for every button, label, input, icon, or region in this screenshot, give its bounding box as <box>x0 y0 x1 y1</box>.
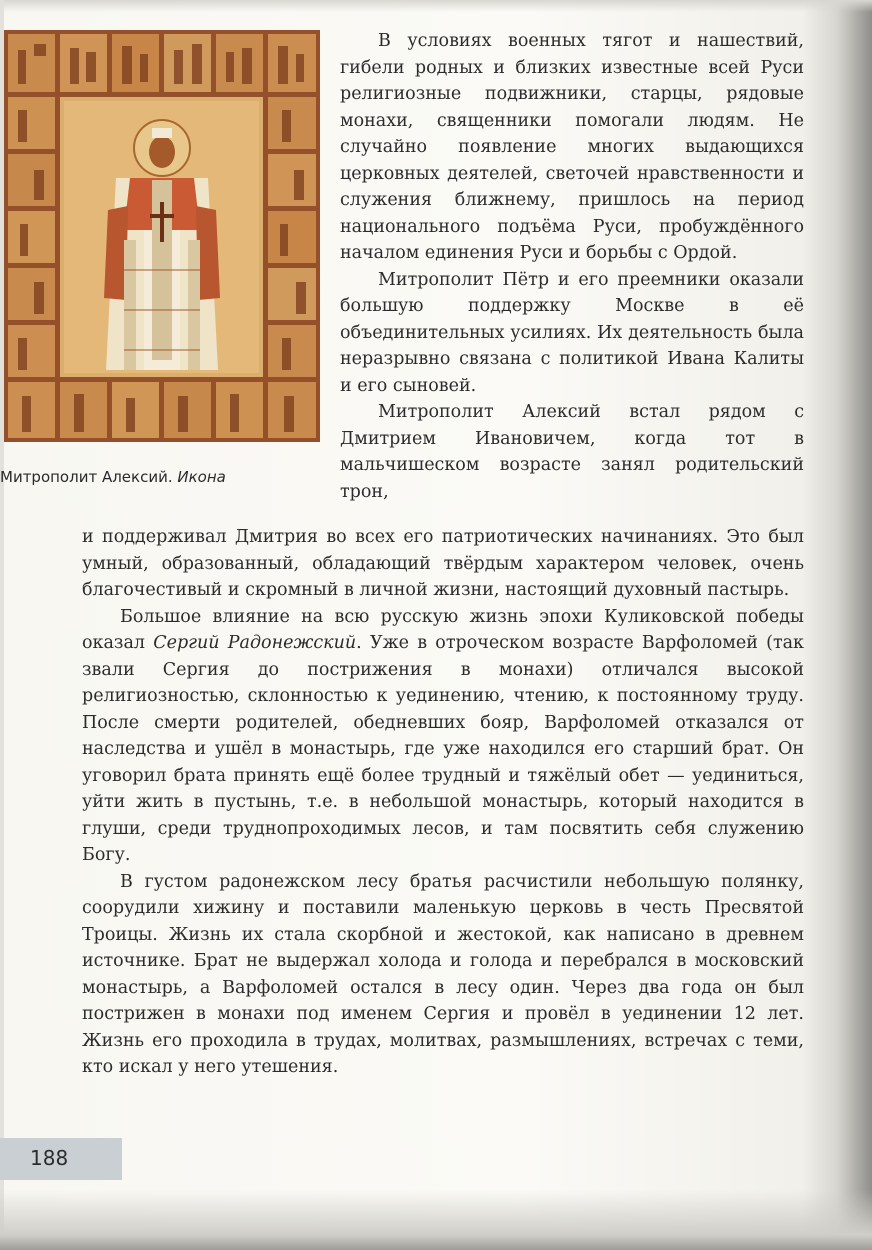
paragraph-2: Митрополит Пётр и его преемники оказали большую поддержку Москве в её объединительных усилиях. Их деятельность была неразрывно связана с политикой Ивана Калиты и его сыновей. <box>340 269 804 396</box>
paragraph-4-before: Большое влияние на всю русскую жизнь эпохи Куликовской победы оказал <box>82 606 804 653</box>
image-caption <box>0 468 300 486</box>
page-top-shadow <box>0 0 872 12</box>
caption-type: Икона <box>177 468 226 486</box>
paragraph-4 <box>82 604 804 869</box>
text-column-beside-image <box>340 28 804 505</box>
paragraph-3-start: Митрополит Алексий встал рядом с Дмитрием Ивановичем, когда тот в мальчишеском возрасте занял родительский трон, <box>340 402 804 502</box>
sergius-name: Сергий Радонежский <box>153 633 357 653</box>
page-bottom-shadow <box>0 1190 872 1250</box>
paragraph-1: В условиях военных тягот и нашествий, гибели родных и близких известные всей Руси религиозные подвижники, старцы, рядовые монахи, священники помогали людям. Не случайно появление многих выдающихся церковных деятелей, светочей нравственности и служения ближнему, пришлось на период национального подъёма Руси, пробуждённого началом единения Руси и борьбы с Ордой. <box>340 31 804 263</box>
text-column-full-width <box>82 524 804 1081</box>
paragraph-5: В густом радонежском лесу братья расчистили небольшую полянку, соорудили хижину и поставили маленькую церковь в честь Пресвятой Троицы. Жизнь их стала скорбной и жестокой, как написано в древнем источнике. Брат не выдержал холода и голода и перебрался в московский монастырь, а Варфоломей остался в лесу один. Через два года он был пострижен в монахи под именем Сергия и провёл в уединении 12 лет. Жизнь его проходила в трудах, молитвах, размышлениях, встречах с теми, кто искал у него утешения. <box>82 871 804 1077</box>
page-number: 188 <box>30 1146 69 1170</box>
paragraph-4-after: . Уже в отроческом возрасте Варфоломей (так звали Сергия до пострижения в монахи) отличался высокой религиозностью, склонностью к уединению, чтению, к постоянному труду. После смерти родителей, обедневших бояр, Варфоломей отказался от наследства и ушёл в монастырь, где уже находился его старший брат. Он уговорил брата принять ещё более трудный и тяжёлый обет — уединиться, уйти жить в пустынь, т.е. в небольшой монастырь, который находится в глуши, среди труднопроходимых лесов, и там посвятить себя служению Богу. <box>82 633 804 865</box>
paragraph-3-continued: и поддерживал Дмитрия во всех его патриотических начинаниях. Это был умный, образованный, обладающий твёрдым характером человек, очень благочестивый и скромный в личной жизни, настоящий духовный пастырь. <box>82 527 804 600</box>
caption-name: Митрополит Алексий. <box>0 468 173 486</box>
icon-image-metropolitan-alexy <box>4 30 320 442</box>
